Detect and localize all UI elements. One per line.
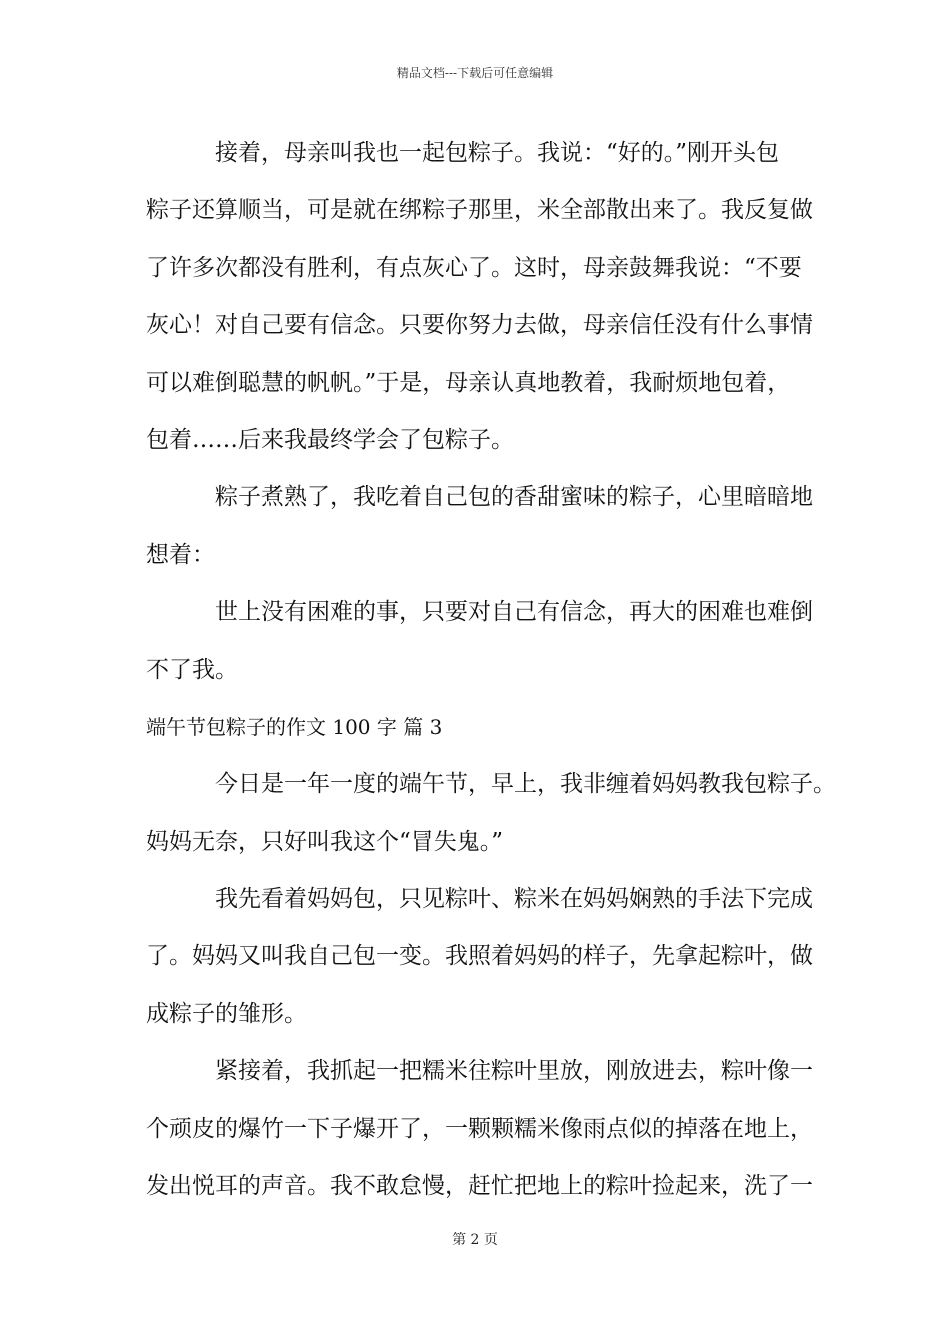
paragraph-line: 了。妈妈又叫我自己包一变。我照着妈妈的样子，先拿起粽叶，做 xyxy=(146,943,813,970)
document-body xyxy=(146,125,836,1215)
paragraph-line: 可以难倒聪慧的帆帆。”于是，母亲认真地教着，我耐烦地包着， xyxy=(146,369,791,396)
paragraph-line: 粽子还算顺当，可是就在绑粽子那里，米全部散出来了。我反复做 xyxy=(146,197,813,224)
page-number: 第 2 页 xyxy=(452,1232,498,1248)
paragraph-line: 妈妈无奈，只好叫我这个“冒失鬼。” xyxy=(146,828,504,855)
paragraph-line: 今日是一年一度的端午节，早上，我非缠着妈妈教我包粽子。 xyxy=(215,771,836,798)
paragraph-line: 了许多次都没有胜利，有点灰心了。这时，母亲鼓舞我说：“不要 xyxy=(146,254,802,281)
section-heading: 端午节包粽子的作文 100 字 篇 3 xyxy=(146,714,443,739)
paragraph-line: 粽子煮熟了，我吃着自己包的香甜蜜味的粽子，心里暗暗地 xyxy=(215,484,813,511)
page-header: 精品文档---下载后可任意编辑 xyxy=(396,66,554,80)
paragraph-line: 包着……后来我最终学会了包粽子。 xyxy=(146,426,514,453)
paragraph-line: 发出悦耳的声音。我不敢怠慢，赶忙把地上的粽叶捡起来，洗了一 xyxy=(146,1173,813,1200)
paragraph-line: 我先看着妈妈包，只见粽叶、粽米在妈妈娴熟的手法下完成 xyxy=(215,886,813,913)
paragraph-line: 世上没有困难的事，只要对自己有信念，再大的困难也难倒 xyxy=(215,599,813,626)
paragraph-line: 接着，母亲叫我也一起包粽子。我说：“好的。”刚开头包 xyxy=(215,140,780,166)
paragraph-line: 不了我。 xyxy=(146,656,238,683)
paragraph-line: 个顽皮的爆竹一下子爆开了，一颗颗糯米像雨点似的掉落在地上， xyxy=(146,1115,813,1142)
paragraph-line: 紧接着，我抓起一把糯米往粽叶里放，刚放进去，粽叶像一 xyxy=(215,1058,813,1085)
paragraph-line: 成粽子的雏形。 xyxy=(146,1000,307,1027)
paragraph-line: 想着： xyxy=(146,541,215,568)
paragraph-line: 灰心！对自己要有信念。只要你努力去做，母亲信任没有什么事情 xyxy=(146,312,813,339)
